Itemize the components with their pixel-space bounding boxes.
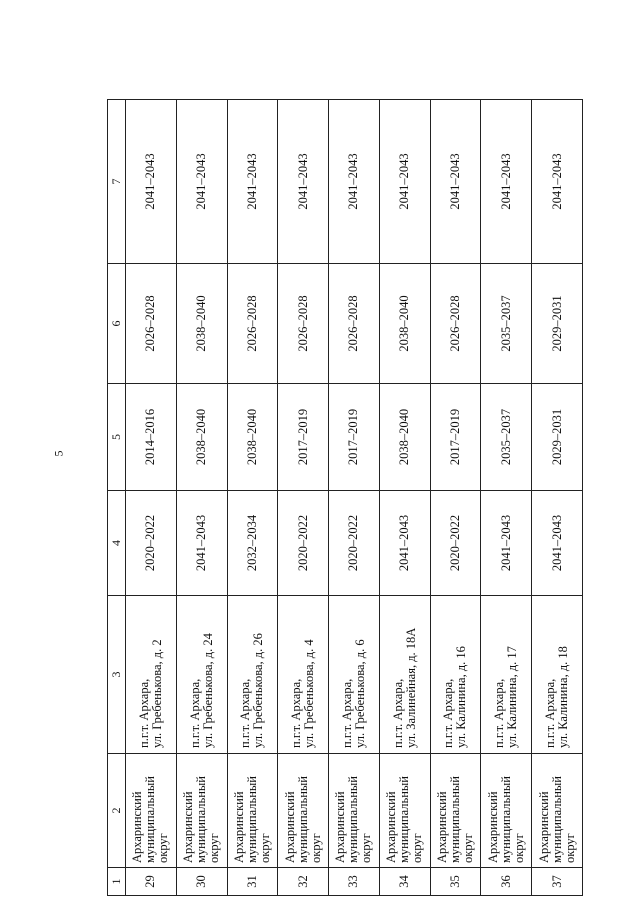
address-cell xyxy=(126,596,177,754)
column-number: 7 xyxy=(108,100,126,264)
period-text: 2026–2028 xyxy=(447,295,462,352)
period-cell xyxy=(329,264,380,384)
period-text: 2035–2037 xyxy=(498,295,513,352)
row-number-cell xyxy=(532,868,583,896)
table-row xyxy=(481,100,532,896)
row-number-text: 30 xyxy=(194,875,209,888)
period-cell xyxy=(532,264,583,384)
period-cell xyxy=(430,100,481,264)
page-number: 5 xyxy=(51,450,66,457)
row-number-text: 35 xyxy=(447,875,462,888)
period-cell xyxy=(278,264,329,384)
period-cell xyxy=(176,100,227,264)
district-text: Архаринский муниципальный округ xyxy=(333,776,374,863)
address-cell xyxy=(430,596,481,754)
period-text: 2026–2028 xyxy=(295,295,310,352)
column-number: 4 xyxy=(108,491,126,596)
address-locality: п.г.т. Архара, xyxy=(390,678,405,748)
period-cell xyxy=(329,384,380,491)
period-text: 2041–2043 xyxy=(244,153,259,210)
row-number-text: 31 xyxy=(244,875,259,888)
row-number-cell xyxy=(329,868,380,896)
period-cell xyxy=(278,100,329,264)
address-locality: п.г.т. Архара, xyxy=(492,678,507,748)
district-cell xyxy=(176,754,227,868)
column-number-row xyxy=(108,100,126,896)
period-text: 2041–2043 xyxy=(549,153,564,210)
period-cell xyxy=(227,100,278,264)
address-street: ул. Залинейная, д. 18А xyxy=(403,627,418,748)
period-text: 2038–2040 xyxy=(194,295,209,352)
address-cell xyxy=(227,596,278,754)
period-text: 2041–2043 xyxy=(549,514,564,572)
row-number-cell xyxy=(430,868,481,896)
period-cell xyxy=(379,384,430,491)
period-text: 2041–2043 xyxy=(397,153,412,210)
address-locality: п.г.т. Архара, xyxy=(136,678,151,748)
address-street: ул. Калинина, д. 17 xyxy=(505,646,520,748)
row-number-cell xyxy=(126,868,177,896)
period-cell xyxy=(481,264,532,384)
address-locality: п.г.т. Архара, xyxy=(543,678,558,748)
rotated-table-container xyxy=(107,100,583,896)
district-cell xyxy=(430,754,481,868)
period-text: 2017–2019 xyxy=(346,408,361,466)
address-cell xyxy=(379,596,430,754)
row-number-text: 29 xyxy=(143,875,158,888)
table-row xyxy=(227,100,278,896)
row-number-cell xyxy=(278,868,329,896)
address-street: ул. Гребенькова, д. 6 xyxy=(352,639,367,748)
district-cell xyxy=(278,754,329,868)
period-cell xyxy=(481,491,532,596)
district-cell xyxy=(126,754,177,868)
period-cell xyxy=(227,264,278,384)
period-cell xyxy=(176,491,227,596)
period-text: 2041–2043 xyxy=(194,514,209,572)
table-row xyxy=(126,100,177,896)
period-text: 2041–2043 xyxy=(397,514,412,572)
address-cell xyxy=(176,596,227,754)
table-row xyxy=(430,100,481,896)
period-cell xyxy=(278,384,329,491)
district-text: Архаринский муниципальный округ xyxy=(536,776,577,863)
address-cell xyxy=(532,596,583,754)
table-row xyxy=(329,100,380,896)
period-text: 2020–2022 xyxy=(295,514,310,572)
row-number-text: 32 xyxy=(295,875,310,888)
period-cell xyxy=(481,384,532,491)
period-text: 2014–2016 xyxy=(143,408,158,466)
period-cell xyxy=(379,491,430,596)
period-text: 2026–2028 xyxy=(143,295,158,352)
period-text: 2038–2040 xyxy=(244,408,259,466)
district-text: Архаринский муниципальный округ xyxy=(130,776,171,863)
row-number-cell xyxy=(481,868,532,896)
period-text: 2038–2040 xyxy=(194,408,209,466)
district-cell xyxy=(481,754,532,868)
column-number: 2 xyxy=(108,754,126,868)
period-cell xyxy=(481,100,532,264)
period-cell xyxy=(379,100,430,264)
column-number: 6 xyxy=(108,264,126,384)
period-text: 2020–2022 xyxy=(143,514,158,572)
period-text: 2026–2028 xyxy=(346,295,361,352)
address-street: ул. Гребенькова, д. 24 xyxy=(200,633,215,748)
table-row xyxy=(379,100,430,896)
period-cell xyxy=(176,264,227,384)
address-locality: п.г.т. Архара, xyxy=(339,678,354,748)
address-street: ул. Калинина, д. 16 xyxy=(454,646,469,748)
row-number-cell xyxy=(176,868,227,896)
period-text: 2038–2040 xyxy=(397,408,412,466)
period-text: 2041–2043 xyxy=(143,153,158,210)
period-cell xyxy=(227,491,278,596)
address-street: ул. Гребенькова, д. 26 xyxy=(251,633,266,748)
period-text: 2017–2019 xyxy=(295,408,310,466)
address-locality: п.г.т. Архара, xyxy=(289,678,304,748)
period-cell xyxy=(329,491,380,596)
period-cell xyxy=(278,491,329,596)
period-text: 2017–2019 xyxy=(447,408,462,466)
address-locality: п.г.т. Архара, xyxy=(187,678,202,748)
period-text: 2041–2043 xyxy=(346,153,361,210)
address-locality: п.г.т. Архара, xyxy=(441,678,456,748)
period-text: 2020–2022 xyxy=(346,514,361,572)
table-row xyxy=(176,100,227,896)
period-cell xyxy=(126,491,177,596)
period-cell xyxy=(227,384,278,491)
period-cell xyxy=(532,100,583,264)
period-cell xyxy=(379,264,430,384)
period-cell xyxy=(126,100,177,264)
row-number-cell xyxy=(379,868,430,896)
district-text: Архаринский муниципальный округ xyxy=(282,776,323,863)
period-text: 2035–2037 xyxy=(498,408,513,466)
period-text: 2026–2028 xyxy=(244,295,259,352)
period-text: 2041–2043 xyxy=(498,153,513,210)
row-number-text: 33 xyxy=(346,875,361,888)
district-text: Архаринский муниципальный округ xyxy=(231,776,272,863)
district-cell xyxy=(329,754,380,868)
period-text: 2041–2043 xyxy=(295,153,310,210)
district-cell xyxy=(532,754,583,868)
district-cell xyxy=(227,754,278,868)
period-cell xyxy=(329,100,380,264)
period-cell xyxy=(430,491,481,596)
row-number-text: 34 xyxy=(397,875,412,888)
period-cell xyxy=(430,384,481,491)
period-text: 2029–2031 xyxy=(549,408,564,466)
period-text: 2038–2040 xyxy=(397,295,412,352)
row-number-cell xyxy=(227,868,278,896)
period-cell xyxy=(176,384,227,491)
period-text: 2032–2034 xyxy=(244,514,259,572)
period-text: 2041–2043 xyxy=(194,153,209,210)
column-number: 3 xyxy=(108,596,126,754)
period-cell xyxy=(532,384,583,491)
period-text: 2041–2043 xyxy=(447,153,462,210)
period-text: 2041–2043 xyxy=(498,514,513,572)
row-number-text: 37 xyxy=(549,875,564,888)
district-cell xyxy=(379,754,430,868)
schedule-table xyxy=(107,99,583,896)
address-cell xyxy=(329,596,380,754)
row-number-text: 36 xyxy=(498,875,513,888)
district-text: Архаринский муниципальный округ xyxy=(434,776,475,863)
district-text: Архаринский муниципальный округ xyxy=(384,776,425,863)
address-cell xyxy=(481,596,532,754)
address-street: ул. Гребенькова, д. 4 xyxy=(302,639,317,748)
period-cell xyxy=(126,264,177,384)
period-cell xyxy=(532,491,583,596)
address-street: ул. Гребенькова, д. 2 xyxy=(149,639,164,748)
address-cell xyxy=(278,596,329,754)
table-body xyxy=(126,100,583,896)
period-text: 2020–2022 xyxy=(447,514,462,572)
district-text: Архаринский муниципальный округ xyxy=(181,776,222,863)
district-text: Архаринский муниципальный округ xyxy=(485,776,526,863)
address-street: ул. Калинина, д. 18 xyxy=(556,646,571,748)
period-text: 2029–2031 xyxy=(549,295,564,352)
column-number: 5 xyxy=(108,384,126,491)
table-row xyxy=(532,100,583,896)
period-cell xyxy=(430,264,481,384)
period-cell xyxy=(126,384,177,491)
column-number: 1 xyxy=(108,868,126,896)
table-row xyxy=(278,100,329,896)
address-locality: п.г.т. Архара, xyxy=(238,678,253,748)
